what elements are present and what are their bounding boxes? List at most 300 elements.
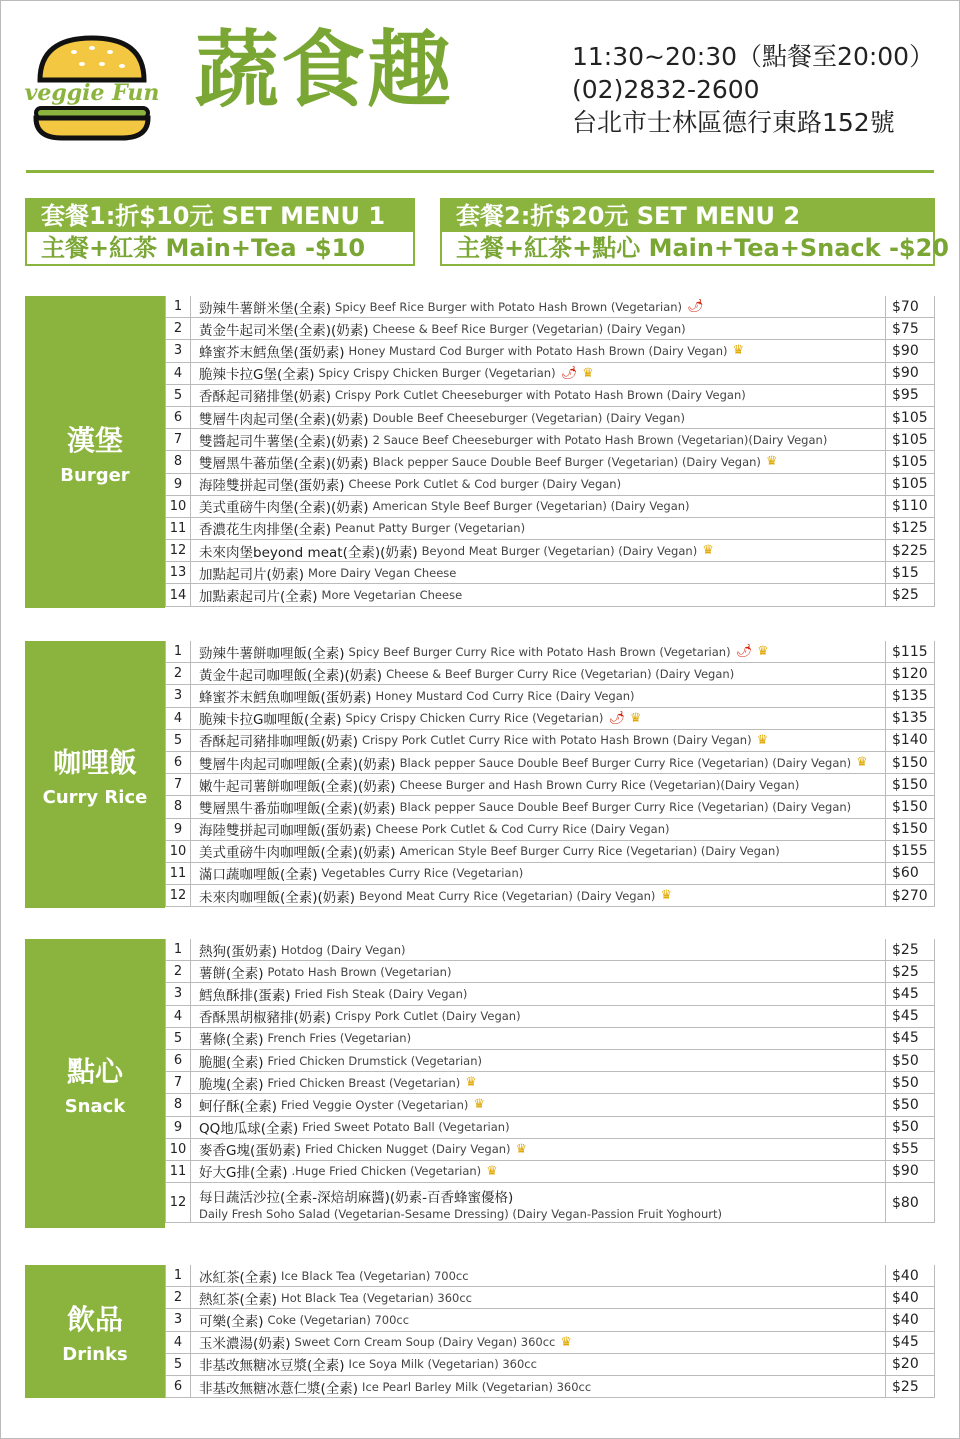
item-description: [199, 1094, 879, 1115]
set-menu-2-detail: 主餐+紅茶+點心 Main+Tea+Snack -$20: [456, 234, 950, 262]
category-name-zh: 咖哩飯: [52, 746, 137, 779]
item-name-zh: 脆辣卡拉G咖哩飯(全素): [199, 712, 342, 729]
item-number: 11: [165, 518, 191, 539]
item-description: [199, 1072, 879, 1093]
item-name-zh: 麥香G塊(蛋奶素): [199, 1143, 301, 1160]
item-name-zh: 非基改無糖冰薏仁漿(全素): [199, 1380, 359, 1397]
item-number: 3: [165, 983, 191, 1004]
item-price: $105: [885, 407, 935, 428]
menu-item: [165, 429, 935, 451]
item-number: 7: [165, 1072, 191, 1093]
item-number: 10: [165, 1139, 191, 1160]
menu-item: [165, 819, 935, 841]
menu-item: [165, 1376, 935, 1398]
item-name-en: Double Beef Cheeseburger (Vegetarian) (Dairy Vegan): [372, 410, 685, 425]
item-name-en: 2 Sauce Beef Cheeseburger with Potato Hash Brown (Vegetarian)(Dairy Vegan): [372, 432, 828, 447]
item-number: 9: [165, 1117, 191, 1138]
item-number: 9: [165, 474, 191, 495]
item-name-zh: 脆辣卡拉G堡(全素): [199, 367, 315, 384]
store-info: [572, 40, 934, 139]
item-number: 5: [165, 1028, 191, 1049]
menu-item: [165, 1161, 935, 1183]
item-name-zh: QQ地瓜球(全素): [199, 1121, 299, 1138]
address-text: 台北市士林區德行東路152號: [572, 108, 895, 137]
category-label: [25, 296, 165, 608]
menu-item: [165, 540, 935, 562]
menu-item: [165, 584, 935, 606]
item-description: [199, 1028, 879, 1049]
item-description: [199, 983, 879, 1004]
menu-item: [165, 730, 935, 752]
item-name-en: Beyond Meat Curry Rice (Vegetarian) (Dairy Vegan): [359, 888, 656, 903]
item-price: $20: [885, 1354, 935, 1375]
item-price: $120: [885, 663, 935, 684]
item-name-zh: 鱈魚酥排(蛋素): [199, 987, 291, 1004]
item-name-zh: 未來肉堡beyond meat(全素)(奶素): [199, 544, 418, 561]
category-label: [25, 939, 165, 1228]
item-description: [199, 451, 879, 472]
item-description: [199, 1050, 879, 1071]
item-name-zh: 脆腿(全素): [199, 1054, 264, 1071]
menu-item: [165, 1050, 935, 1072]
menu-list: [165, 939, 935, 1223]
menu-item: [165, 1117, 935, 1139]
item-number: 1: [165, 641, 191, 662]
item-description: [199, 540, 879, 561]
item-number: 3: [165, 340, 191, 361]
item-description: [199, 340, 879, 361]
item-number: 2: [165, 318, 191, 339]
item-name-en: Ice Soya Milk (Vegetarian) 360cc: [348, 1357, 537, 1372]
item-price: $225: [885, 540, 935, 561]
item-description: [199, 774, 879, 795]
item-price: $270: [885, 885, 935, 906]
item-name-zh: 薯條(全素): [199, 1032, 264, 1049]
item-name-zh: 蜂蜜芥末鱈魚堡(蛋奶素): [199, 344, 345, 361]
item-description: [199, 407, 879, 428]
item-description: [199, 708, 879, 729]
item-name-en: Honey Mustard Cod Curry Rice (Dairy Vegan): [375, 688, 635, 703]
menu-item: [165, 385, 935, 407]
item-name-en: Potato Hash Brown (Vegetarian): [267, 964, 452, 979]
item-number: 3: [165, 685, 191, 706]
menu-item: [165, 318, 935, 340]
item-number: 6: [165, 1376, 191, 1397]
item-number: 11: [165, 1161, 191, 1182]
item-name-en: Hot Black Tea (Vegetarian) 360cc: [281, 1290, 472, 1305]
item-name-en: Fried Chicken Drumstick (Vegetarian): [267, 1053, 483, 1068]
menu-item: [165, 841, 935, 863]
item-price: $25: [885, 939, 935, 960]
item-number: 13: [165, 562, 191, 583]
item-description: [199, 641, 879, 662]
set-menu-1-title: 套餐1:折$10元 SET MENU 1: [27, 200, 413, 232]
item-name-en: Peanut Patty Burger (Vegetarian): [335, 521, 526, 536]
item-description: [199, 841, 879, 862]
item-price: $155: [885, 841, 935, 862]
item-name-en: Ice Black Tea (Vegetarian) 700cc: [281, 1268, 469, 1283]
item-name-zh: 雙醬起司牛薯堡(全素)(奶素): [199, 433, 369, 450]
item-name-zh: 嫩牛起司薯餅咖哩飯(全素)(奶素): [199, 778, 396, 795]
item-price: $80: [885, 1183, 935, 1222]
category-name-zh: 漢堡: [66, 423, 123, 457]
item-name-zh: 雙層黑牛番茄咖哩飯(全素)(奶素): [199, 800, 396, 817]
item-name-en: Fried Chicken Breast (Vegetarian): [267, 1075, 461, 1090]
item-description: [199, 663, 879, 684]
category-label: [25, 641, 165, 908]
menu-item: [165, 363, 935, 385]
menu-item: [165, 752, 935, 774]
item-number: 4: [165, 1006, 191, 1027]
menu-list: [165, 641, 935, 907]
category-name-en: Snack: [64, 1096, 126, 1117]
set-menu-1-detail: 主餐+紅茶 Main+Tea -$10: [41, 234, 366, 262]
crown-icon: ♛: [560, 1334, 573, 1350]
item-description: [199, 685, 879, 706]
item-name-zh: 黃金牛起司米堡(全素)(奶素): [199, 322, 369, 339]
category-name-zh: 飲品: [66, 1303, 123, 1336]
item-number: 4: [165, 708, 191, 729]
item-price: $70: [885, 296, 935, 317]
item-name-zh: 玉米濃湯(奶素): [199, 1336, 291, 1353]
item-description: [199, 474, 879, 495]
crown-icon: ♛: [856, 755, 868, 771]
item-name-en: Cheese & Beef Burger Curry Rice (Vegetarian) (Dairy Vegan): [386, 666, 735, 681]
item-number: 3: [165, 1309, 191, 1330]
item-name-zh: 蜂蜜芥末鱈魚咖哩飯(蛋奶素): [199, 689, 372, 706]
item-price: $150: [885, 752, 935, 773]
item-description: [199, 1354, 879, 1375]
item-name-en: Black pepper Sauce Double Beef Burger Curry Rice (Vegetarian) (Dairy Vegan): [399, 755, 852, 770]
item-name-en: Daily Fresh Soho Salad (Vegetarian-Sesame Dressing) (Dairy Vegan-Passion Fruit Yoghourt): [199, 1207, 722, 1222]
item-name-en: Spicy Crispy Chicken Curry Rice (Vegetarian): [345, 711, 604, 726]
item-name-en: Honey Mustard Cod Burger with Potato Hash Brown (Dairy Vegan): [348, 343, 728, 358]
item-number: 11: [165, 863, 191, 884]
crown-icon: ♛: [757, 644, 769, 660]
section-burger: [25, 296, 935, 608]
item-name-zh: 美式重磅牛肉堡(全素)(奶素): [199, 500, 369, 517]
item-number: 4: [165, 1332, 191, 1353]
item-name-zh: 海陸雙拼起司堡(蛋奶素): [199, 478, 345, 495]
item-name-zh: 冰紅茶(全素): [199, 1269, 278, 1286]
menu-item: [165, 340, 935, 362]
item-number: 6: [165, 1050, 191, 1071]
item-name-en: American Style Beef Burger (Vegetarian) (Dairy Vegan): [372, 499, 690, 514]
menu-item: [165, 1309, 935, 1331]
item-price: $60: [885, 863, 935, 884]
item-number: 10: [165, 841, 191, 862]
item-name-en: Spicy Beef Burger Curry Rice with Potato Hash Brown (Vegetarian): [348, 644, 731, 659]
item-price: $45: [885, 1006, 935, 1027]
crown-icon: ♛: [732, 343, 745, 359]
set-menu-1: [25, 198, 415, 266]
item-name-en: Fried Chicken Nugget (Dairy Vegan): [305, 1142, 511, 1157]
menu-item: [165, 774, 935, 796]
header: [0, 0, 960, 170]
item-price: $150: [885, 819, 935, 840]
item-number: 5: [165, 385, 191, 406]
item-name-zh: 雙層黑牛蕃茄堡(全素)(奶素): [199, 455, 369, 472]
item-name-zh: 雙層牛肉起司堡(全素)(奶素): [199, 411, 369, 428]
item-number: 4: [165, 363, 191, 384]
menu-item: [165, 496, 935, 518]
item-description: [199, 562, 879, 583]
item-description: [199, 1186, 889, 1221]
menu-item: [165, 296, 935, 318]
item-name-zh: 勁辣牛薯餅米堡(全素): [199, 300, 332, 317]
menu-item: [165, 474, 935, 496]
item-name-zh: 蚵仔酥(全素): [199, 1098, 278, 1115]
item-price: $25: [885, 1376, 935, 1397]
item-description: [199, 796, 879, 817]
item-price: $95: [885, 385, 935, 406]
item-description: [199, 961, 879, 982]
item-price: $150: [885, 796, 935, 817]
item-number: 12: [165, 540, 191, 561]
item-name-zh: 黃金牛起司咖哩飯(全素)(奶素): [199, 667, 383, 684]
item-price: $25: [885, 584, 935, 605]
crown-icon: ♛: [765, 454, 778, 470]
item-name-zh: 海陸雙拼起司咖哩飯(蛋奶素): [199, 823, 372, 840]
item-name-zh: 熱紅茶(全素): [199, 1291, 278, 1308]
category-name-en: Curry Rice: [42, 787, 148, 808]
item-price: $50: [885, 1050, 935, 1071]
item-description: [199, 885, 879, 906]
item-name-zh: 加點起司片(奶素): [199, 566, 305, 583]
category-name-en: Burger: [60, 464, 130, 486]
item-number: 1: [165, 939, 191, 960]
item-number: 1: [165, 1265, 191, 1286]
menu-item: [165, 708, 935, 730]
item-description: [199, 363, 879, 384]
item-price: $50: [885, 1072, 935, 1093]
item-description: [199, 584, 879, 605]
item-price: $45: [885, 1332, 935, 1353]
section-curry-rice: [25, 641, 935, 908]
item-price: $90: [885, 363, 935, 384]
burger-logo-icon: [22, 30, 162, 145]
chili-icon: 🌶: [560, 365, 578, 381]
item-name-en: .Huge Fried Chicken (Vegetarian): [291, 1164, 482, 1179]
item-description: [199, 1161, 879, 1182]
crown-icon: ♛: [515, 1141, 528, 1157]
item-number: 12: [165, 885, 191, 906]
menu-item: [165, 885, 935, 907]
item-name-en: Vegetables Curry Rice (Vegetarian): [321, 866, 524, 881]
item-number: 9: [165, 819, 191, 840]
item-description: [199, 1376, 879, 1397]
item-name-zh: 香酥起司豬排堡(奶素): [199, 389, 332, 406]
menu-item: [165, 1094, 935, 1116]
menu-item: [165, 407, 935, 429]
item-name-en: Crispy Pork Cutlet Cheeseburger with Potato Hash Brown (Dairy Vegan): [335, 388, 746, 403]
item-name-en: Cheese Burger and Hash Brown Curry Rice (Vegetarian)(Dairy Vegan): [399, 777, 800, 792]
item-description: [199, 1006, 879, 1027]
item-name-en: More Vegetarian Cheese: [321, 588, 463, 603]
item-name-zh: 薯餅(全素): [199, 965, 264, 982]
item-name-en: Sweet Corn Cream Soup (Dairy Vegan) 360cc: [294, 1335, 556, 1350]
item-price: $25: [885, 961, 935, 982]
item-name-en: Spicy Crispy Chicken Burger (Vegetarian): [318, 366, 556, 381]
item-number: 14: [165, 584, 191, 605]
item-description: [199, 296, 879, 317]
category-name-zh: 點心: [66, 1055, 123, 1088]
item-price: $115: [885, 641, 935, 662]
item-price: $40: [885, 1265, 935, 1286]
item-price: $105: [885, 429, 935, 450]
crown-icon: ♛: [486, 1163, 498, 1179]
item-number: 1: [165, 296, 191, 317]
item-description: [199, 1309, 879, 1330]
hours-text: 11:30~20:30（點餐至20:00）: [572, 42, 935, 71]
menu-item: [165, 1006, 935, 1028]
menu-item: [165, 562, 935, 584]
item-name-en: Spicy Beef Rice Burger with Potato Hash Brown (Vegetarian): [335, 299, 683, 314]
item-name-en: Crispy Pork Cutlet (Dairy Vegan): [335, 1009, 521, 1024]
item-name-zh: 非基改無糖冰豆漿(全素): [199, 1358, 345, 1375]
item-description: [199, 496, 879, 517]
menu-item: [165, 1139, 935, 1161]
item-name-zh: 滿口蔬咖哩飯(全素): [199, 867, 318, 884]
menu-item: [165, 1072, 935, 1094]
item-name-en: More Dairy Vegan Cheese: [308, 565, 457, 580]
item-description: [199, 318, 879, 339]
item-name-zh: 加點素起司片(全素): [199, 589, 318, 606]
item-price: $45: [885, 1028, 935, 1049]
crown-icon: ♛: [582, 365, 594, 381]
item-name-en: Cheese Pork Cutlet & Cod Curry Rice (Dairy Vegan): [375, 822, 670, 837]
item-price: $75: [885, 318, 935, 339]
section-snack: [25, 939, 935, 1228]
item-price: $90: [885, 340, 935, 361]
menu-item: [165, 983, 935, 1005]
item-name-en: Fried Sweet Potato Ball (Vegetarian): [302, 1120, 510, 1135]
item-price: $50: [885, 1117, 935, 1138]
item-description: [199, 819, 879, 840]
crown-icon: ♛: [660, 888, 673, 904]
menu-item: [165, 663, 935, 685]
chili-icon: 🌶: [735, 644, 753, 660]
item-name-en: American Style Beef Burger Curry Rice (Vegetarian) (Dairy Vegan): [399, 844, 780, 859]
item-number: 8: [165, 1094, 191, 1115]
item-price: $135: [885, 685, 935, 706]
item-price: $90: [885, 1161, 935, 1182]
item-name-en: Beyond Meat Burger (Vegetarian) (Dairy Vegan): [421, 543, 698, 558]
item-description: [199, 939, 879, 960]
item-name-en: Fried Fish Steak (Dairy Vegan): [294, 986, 468, 1001]
item-price: $140: [885, 730, 935, 751]
item-price: $15: [885, 562, 935, 583]
item-number: 5: [165, 730, 191, 751]
logo-text: veggie Fun: [24, 80, 160, 106]
menu-item: [165, 961, 935, 983]
menu-list: [165, 1265, 935, 1398]
item-name-zh: 可樂(全素): [199, 1313, 264, 1330]
item-description: [199, 863, 879, 884]
item-number: 2: [165, 1287, 191, 1308]
menu-item: [165, 1332, 935, 1354]
phone-text: (02)2832-2600: [572, 75, 760, 104]
item-name-zh: 香酥黑胡椒豬排(奶素): [199, 1010, 332, 1027]
item-number: 12: [165, 1183, 191, 1222]
item-number: 6: [165, 752, 191, 773]
item-price: $125: [885, 518, 935, 539]
menu-item: [165, 1287, 935, 1309]
item-price: $50: [885, 1094, 935, 1115]
item-price: $105: [885, 451, 935, 472]
item-number: 10: [165, 496, 191, 517]
item-name-zh: 脆塊(全素): [199, 1076, 264, 1093]
item-name-en: Fried Veggie Oyster (Vegetarian): [281, 1097, 469, 1112]
category-label: [25, 1265, 165, 1398]
item-name-zh: 未來肉咖哩飯(全素)(奶素): [199, 889, 356, 906]
item-name-en: French Fries (Vegetarian): [267, 1031, 412, 1046]
item-price: $135: [885, 708, 935, 729]
item-name-en: Hotdog (Dairy Vegan): [281, 942, 406, 957]
item-description: [199, 518, 879, 539]
menu-item: [165, 796, 935, 818]
menu-item: [165, 1354, 935, 1376]
item-price: $105: [885, 474, 935, 495]
item-name-en: Crispy Pork Cutlet Curry Rice with Potato Hash Brown (Dairy Vegan): [362, 733, 752, 748]
item-description: [199, 1332, 879, 1353]
menu-item: [165, 1028, 935, 1050]
item-description: [199, 730, 879, 751]
item-number: 6: [165, 407, 191, 428]
item-name-zh: 每日蔬活沙拉(全素-深焙胡麻醬)(奶素-百香蜂蜜優格): [199, 1190, 514, 1207]
menu-list: [165, 296, 935, 607]
set-menu-2-title: 套餐2:折$20元 SET MENU 2: [442, 200, 933, 232]
item-price: $40: [885, 1287, 935, 1308]
item-description: [199, 385, 879, 406]
item-description: [199, 752, 879, 773]
menu-item: [165, 641, 935, 663]
crown-icon: ♛: [702, 543, 714, 559]
item-name-en: Ice Pearl Barley Milk (Vegetarian) 360cc: [362, 1379, 592, 1394]
item-number: 5: [165, 1354, 191, 1375]
menu-item: [165, 939, 935, 961]
crown-icon: ♛: [756, 732, 769, 748]
crown-icon: ♛: [629, 710, 642, 726]
item-number: 2: [165, 663, 191, 684]
item-number: 8: [165, 451, 191, 472]
item-price: $110: [885, 496, 935, 517]
item-name-zh: 美式重磅牛肉咖哩飯(全素)(奶素): [199, 845, 396, 862]
item-name-en: Black pepper Sauce Double Beef Burger (Vegetarian) (Dairy Vegan): [372, 454, 761, 469]
item-number: 7: [165, 429, 191, 450]
item-price: $150: [885, 774, 935, 795]
item-number: 8: [165, 796, 191, 817]
item-name-zh: 勁辣牛薯餅咖哩飯(全素): [199, 645, 345, 662]
category-name-en: Drinks: [62, 1344, 128, 1365]
section-drinks: [25, 1265, 935, 1398]
crown-icon: ♛: [473, 1097, 486, 1113]
item-name-zh: 好大G排(全素): [199, 1165, 288, 1182]
menu-item: [165, 1183, 935, 1223]
menu-item: [165, 451, 935, 473]
header-divider: [26, 170, 934, 173]
menu-item: [165, 518, 935, 540]
crown-icon: ♛: [465, 1075, 477, 1091]
menu-item: [165, 863, 935, 885]
item-description: [199, 1139, 879, 1160]
item-name-en: Black pepper Sauce Double Beef Burger Curry Rice (Vegetarian) (Dairy Vegan): [399, 799, 852, 814]
set-menu-2: [440, 198, 950, 266]
item-name-zh: 雙層牛肉起司咖哩飯(全素)(奶素): [199, 756, 396, 773]
item-name-zh: 香酥起司豬排咖哩飯(奶素): [199, 734, 359, 751]
item-description: [199, 1117, 879, 1138]
menu-item: [165, 685, 935, 707]
